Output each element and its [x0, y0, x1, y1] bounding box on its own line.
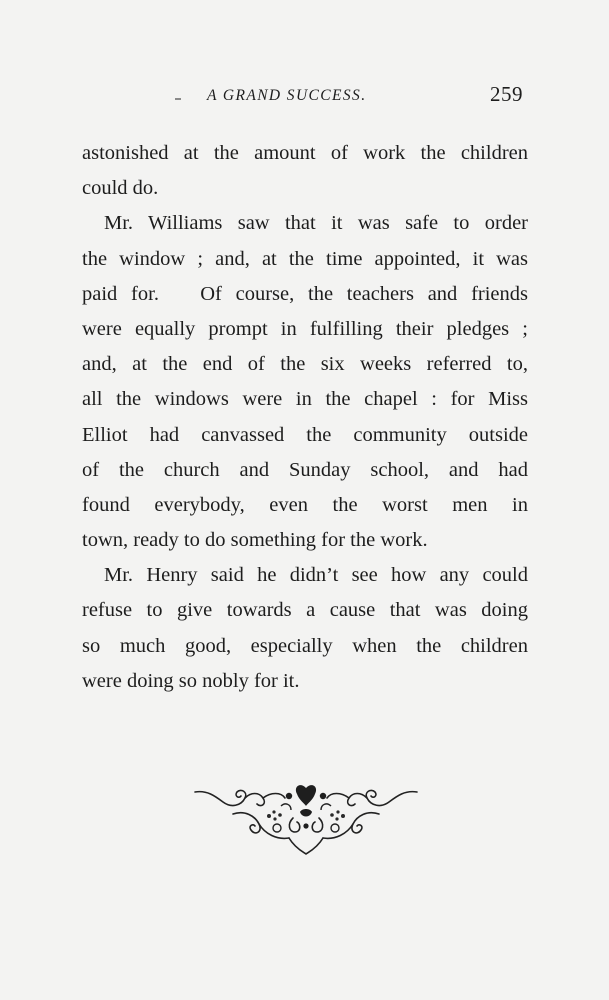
running-head: [0, 82, 609, 112]
paragraph-3: [82, 558, 528, 699]
text-line: were equally prompt in fulfilling their pledges ;: [82, 317, 528, 340]
paragraph-1: [82, 136, 528, 206]
text-line: astonished at the amount of work the children: [82, 142, 528, 164]
text-line: paid for. Of course, the teachers and friends: [82, 282, 528, 305]
text-line: Mr. Henry said he didn’t see how any could: [104, 564, 528, 587]
running-head-title: A GRAND SUCCESS.: [207, 87, 367, 104]
page-number: 259: [490, 82, 523, 106]
head-mark: [175, 98, 181, 100]
text-line: found everybody, even the worst men in: [82, 493, 528, 516]
text-line: and, at the end of the six weeks referred to,: [82, 353, 528, 376]
text-line: so much good, especially when the children: [82, 634, 528, 657]
text-line: all the windows were in the chapel : for Miss: [82, 388, 528, 411]
text-line: refuse to give towards a cause that was doing: [82, 599, 528, 622]
body-text: [82, 136, 528, 699]
paragraph-2: [82, 206, 528, 558]
floral-ornament-icon: [193, 782, 419, 856]
text-line: could do.: [82, 177, 159, 200]
text-line: of the church and Sunday school, and had: [82, 458, 528, 481]
text-line: Mr. Williams saw that it was safe to order: [104, 212, 528, 235]
text-line: town, ready to do something for the work.: [82, 529, 428, 552]
text-line: the window ; and, at the time appointed, it was: [82, 247, 528, 270]
text-line: were doing so nobly for it.: [82, 669, 300, 692]
text-line: Elliot had canvassed the community outside: [82, 423, 528, 446]
